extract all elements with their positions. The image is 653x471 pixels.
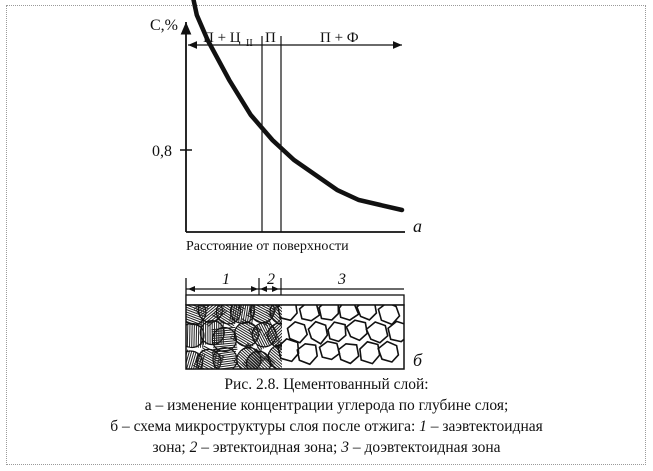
lamella <box>190 324 191 348</box>
chart-panel-a <box>150 0 422 254</box>
y-axis-label: C,% <box>150 17 178 34</box>
lamella <box>196 324 197 348</box>
lamella <box>192 324 193 348</box>
panel-label-b: б <box>413 350 423 370</box>
zone-label-eutectoid: П <box>265 30 276 46</box>
lamella <box>183 323 184 347</box>
zone-number-2: 2 <box>267 271 275 288</box>
caption-zone-word: зона; <box>152 439 186 456</box>
caption-line-3 <box>0 417 653 437</box>
zone-label-hypereutectoid: П + Ц <box>203 30 241 46</box>
lamella <box>179 349 186 372</box>
lamella <box>194 324 195 348</box>
caption-item-a: а – изменение концентрации углерода по глубине слоя; <box>144 397 509 414</box>
lamella <box>181 323 182 347</box>
caption-zone-desc-3: – доэвтектоидная зона <box>352 439 501 456</box>
caption-zone-num-2: 2 <box>189 439 198 456</box>
caption-line-2 <box>0 396 653 416</box>
microstructure-image <box>177 294 410 379</box>
lamella <box>198 324 199 348</box>
zone-label-hypoeutectoid: П + Ф <box>320 30 359 46</box>
caption-zone-num-1: 1 <box>419 418 427 435</box>
x-axis-label: Расстояние от поверхности <box>186 239 349 254</box>
y-tick-label: 0,8 <box>152 143 172 160</box>
zone-label-subscript: II <box>246 38 253 49</box>
caption-item-b: б – схема микроструктуры слоя после отжига: <box>110 418 416 435</box>
schematic-panel-b <box>177 271 423 380</box>
surface-layer-band <box>186 295 404 305</box>
lamella <box>177 349 184 372</box>
caption-title: Рис. 2.8. Цементованный слой: <box>224 376 429 393</box>
caption-line-1 <box>0 375 653 395</box>
caption-line-4 <box>0 438 653 458</box>
zone-number-1: 1 <box>222 271 230 288</box>
caption-zone-desc-1: – заэвтектоидная <box>430 418 543 435</box>
panel-label-a: а <box>413 216 422 236</box>
caption-zone-num-3: 3 <box>341 439 349 456</box>
caption-zone-desc-2: – эвтектоидная зона; <box>201 439 338 456</box>
polygonal-grains <box>278 299 410 369</box>
lamella <box>187 324 188 348</box>
zone-number-3: 3 <box>338 271 346 288</box>
